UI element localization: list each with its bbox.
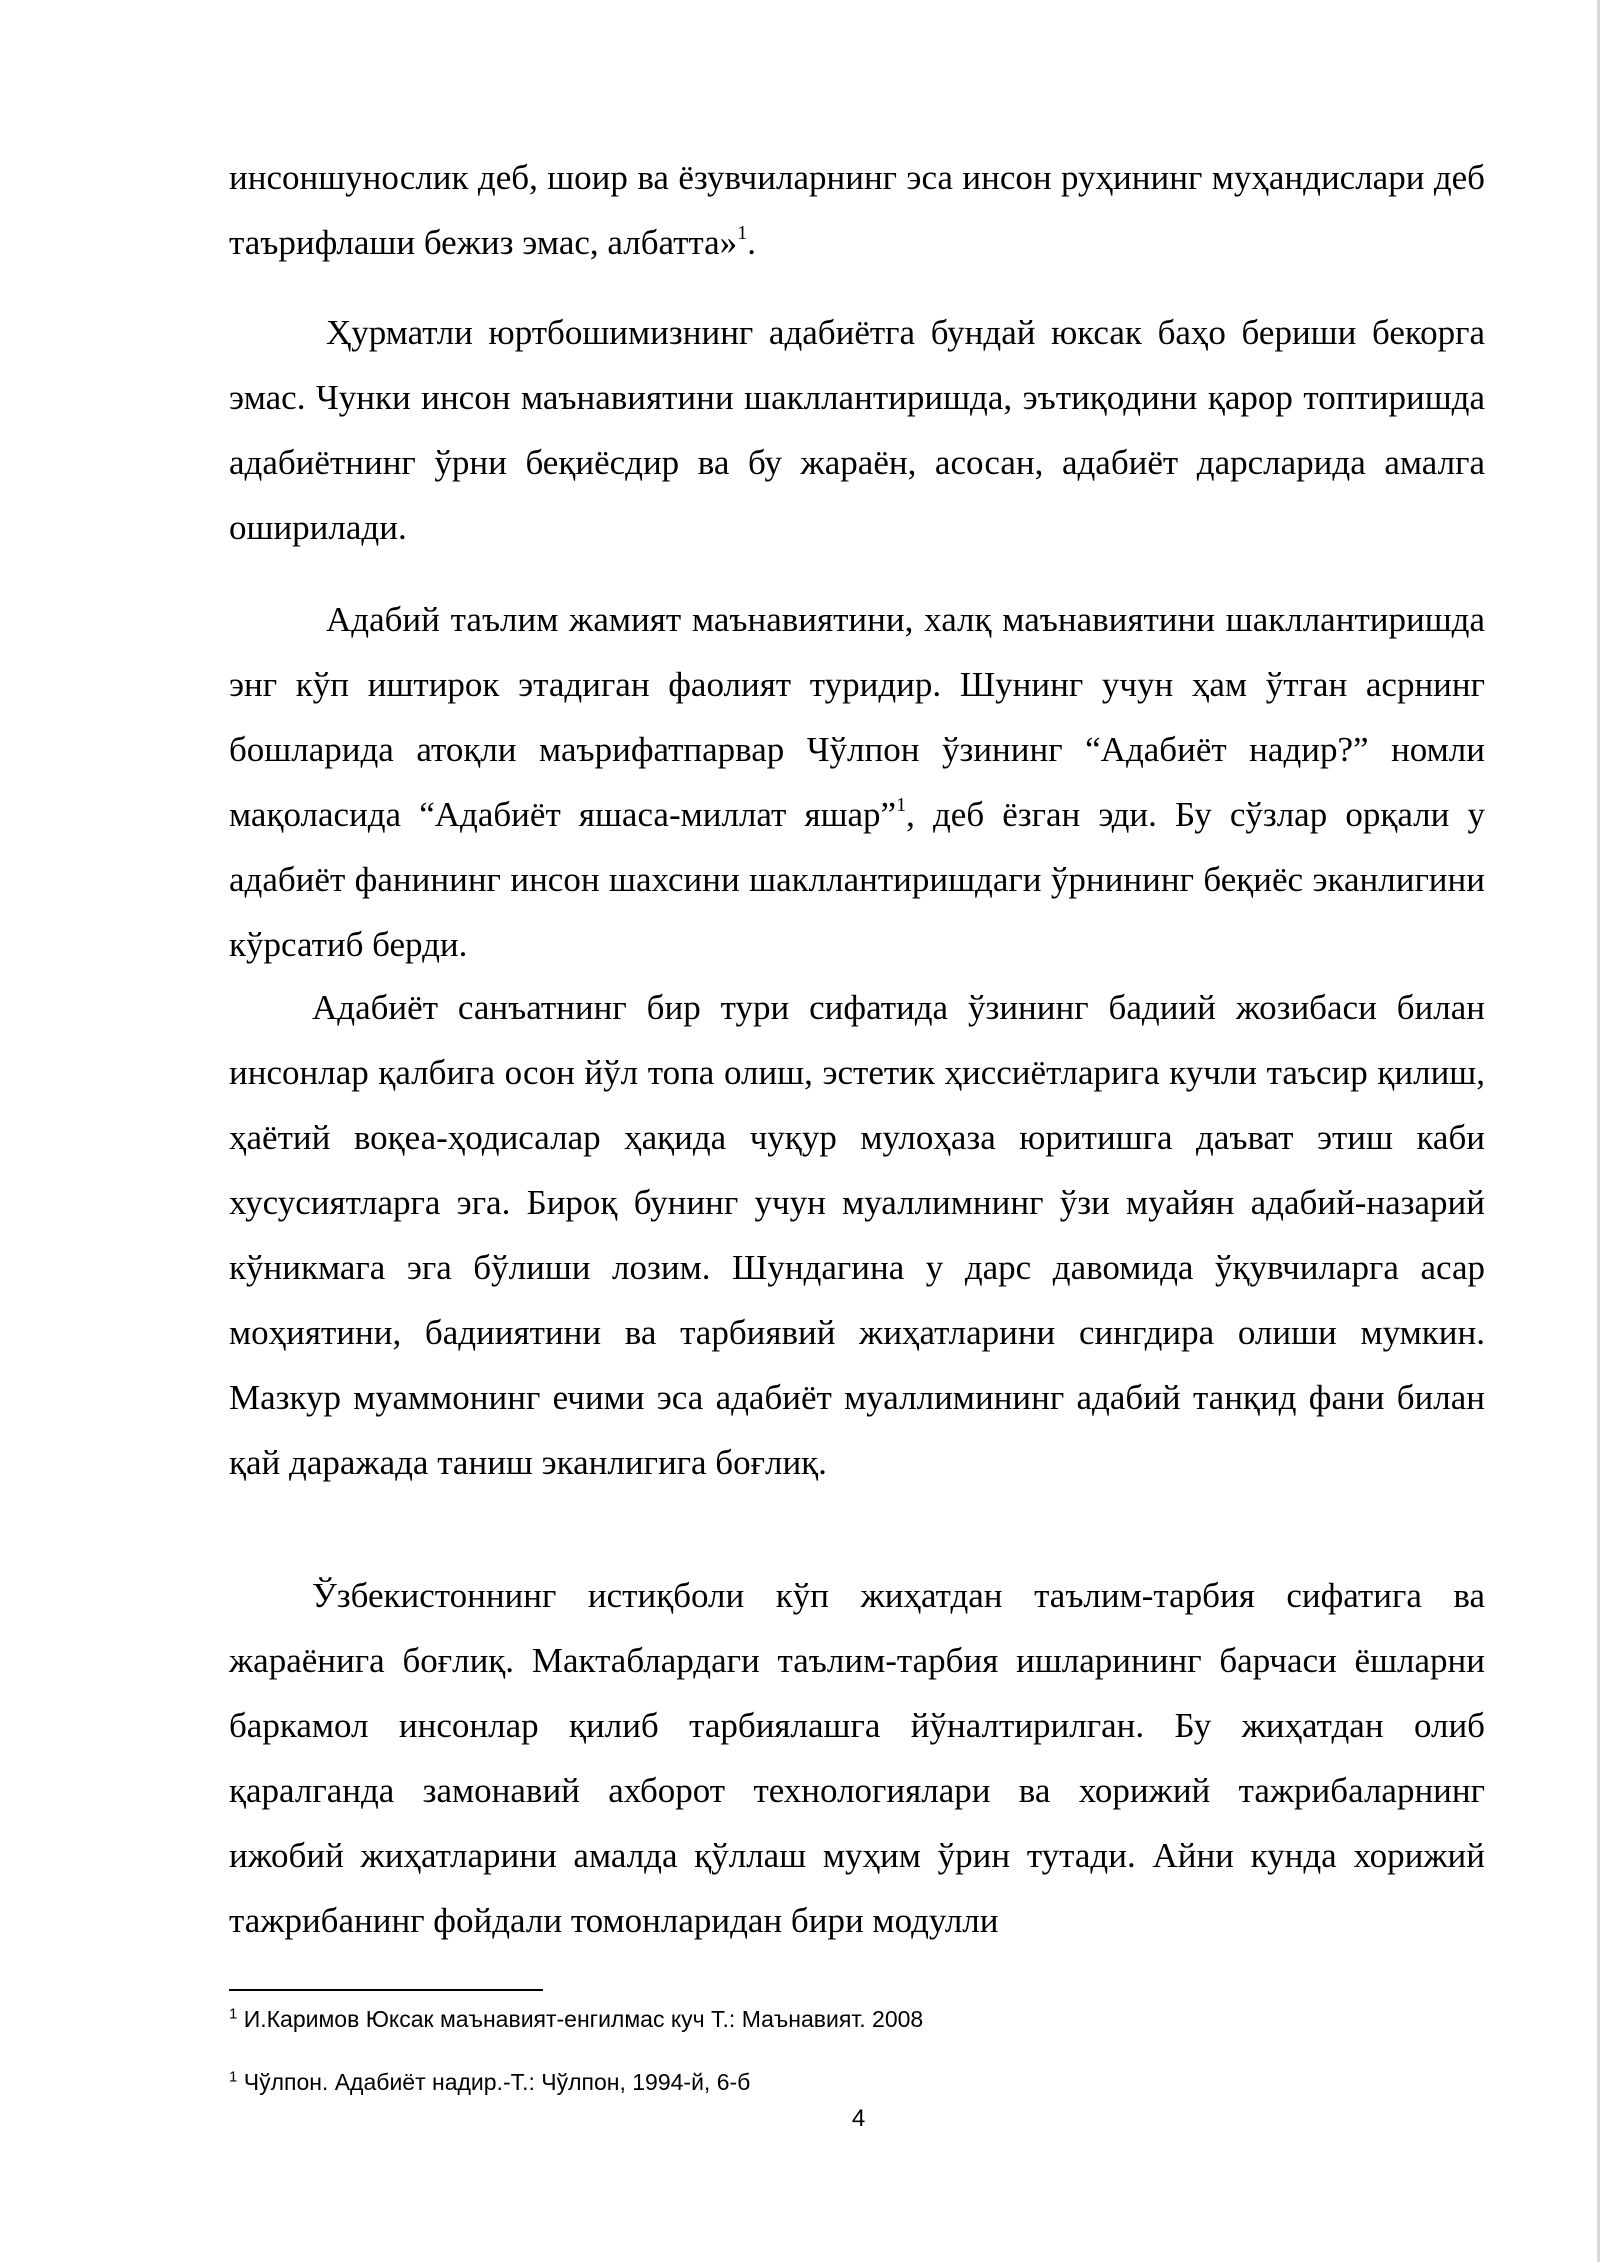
paragraph-5-text: Ўзбекистоннинг истиқболи кўп жиҳатдан таълим-тарбия сифатига ва жараёнига боғлиқ. Мактаблардаги таълим-тарбия ишларининг барчаси ёшларни баркамол инсонлар қилиб тарбиялашга йўналтирилган. Бу жиҳатдан олиб қаралганда замонавий ахборот технологиялари ва хорижий тажрибаларнинг ижобий жиҳатларини амалда қўллаш муҳим ўрин тутади. Айни кунда хорижий тажрибанинг фойдали томонларидан бири модулли: [229, 1576, 1485, 1940]
footnote-reference-1[interactable]: 1: [737, 222, 748, 245]
paragraph-3-text-before-ref: Адабий таълим жамият маънавиятини, халқ маънавиятини шакллантиришда энг кўп иштирок этадиган фаолият туридир. Шунинг учун ҳам ўтган асрнинг бошларида атоқли маърифатпарвар Чўлпон ўзининг “Адабиёт надир?” номли мақоласида “Адабиёт яшаса-миллат яшар”: [229, 600, 1485, 834]
paragraph-1-text: инсоншунослик деб, шоир ва ёзувчиларнинг эса инсон руҳининг муҳандислари деб таърифлаши бежиз эмас, албатта»: [229, 158, 1485, 262]
paragraph-5: [229, 1563, 1485, 1953]
page-number: 4: [851, 2105, 866, 2132]
paragraph-4: [229, 975, 1485, 1495]
paragraph-2: [229, 300, 1485, 560]
footnote-1-text: И.Каримов Юксак маънавият-енгилмас куч Т.: Маънавият. 2008: [237, 2006, 924, 2032]
paragraph-4-text: Адабиёт санъатнинг бир тури сифатида ўзининг бадиий жозибаси билан инсонлар қалбига осон йўл топа олиш, эстетик ҳиссиётларига кучли таъсир қилиш, ҳаётий воқеа-ҳодисалар ҳақида чуқур мулоҳаза юритишга даъват этиш каби хусусиятларга эга. Бироқ бунинг учун муаллимнинг ўзи муайян адабий-назарий кўникмага эга бўлиши лозим. Шундагина у дарс давомида ўқувчиларга асар моҳиятини, бадииятини ва тарбиявий жиҳатларини сингдира олиши мумкин. Мазкур муаммонинг ечими эса адабиёт муаллимининг адабий танқид фани билан қай даражада таниш эканлигига боғлиқ.: [229, 988, 1485, 1482]
footnote-1-mark: 1: [229, 2005, 238, 2023]
paragraph-1: [229, 145, 1485, 275]
paragraph-3-text-after-ref: , деб ёзган эди. Бу сўзлар орқали у адабиёт фанининг инсон шахсини шакллантиришдаги ўрнининг беқиёс эканлигини кўрсатиб берди.: [229, 795, 1485, 964]
paragraph-3: [229, 587, 1485, 977]
paragraph-2-text: Ҳурматли юртбошимизнинг адабиётга бундай юксак баҳо бериши бекорга эмас. Чунки инсон маънавиятини шакллантиришда, эътиқодини қарор топтиришда адабиётнинг ўрни беқиёсдир ва бу жараён, асосан, адабиёт дарсларида амалга оширилади.: [229, 313, 1485, 547]
footnote-2: [229, 2067, 1485, 2097]
footnote-2-mark: 1: [229, 2068, 238, 2086]
footnote-reference-2[interactable]: 1: [896, 794, 907, 817]
footnote-2-text: Чўлпон. Адабиёт надир.-Т.: Чўлпон, 1994-й, 6-б: [237, 2069, 751, 2095]
footnote-separator: [229, 1989, 543, 1991]
footnote-1: [229, 2004, 1485, 2034]
paragraph-1-period: .: [747, 223, 756, 262]
